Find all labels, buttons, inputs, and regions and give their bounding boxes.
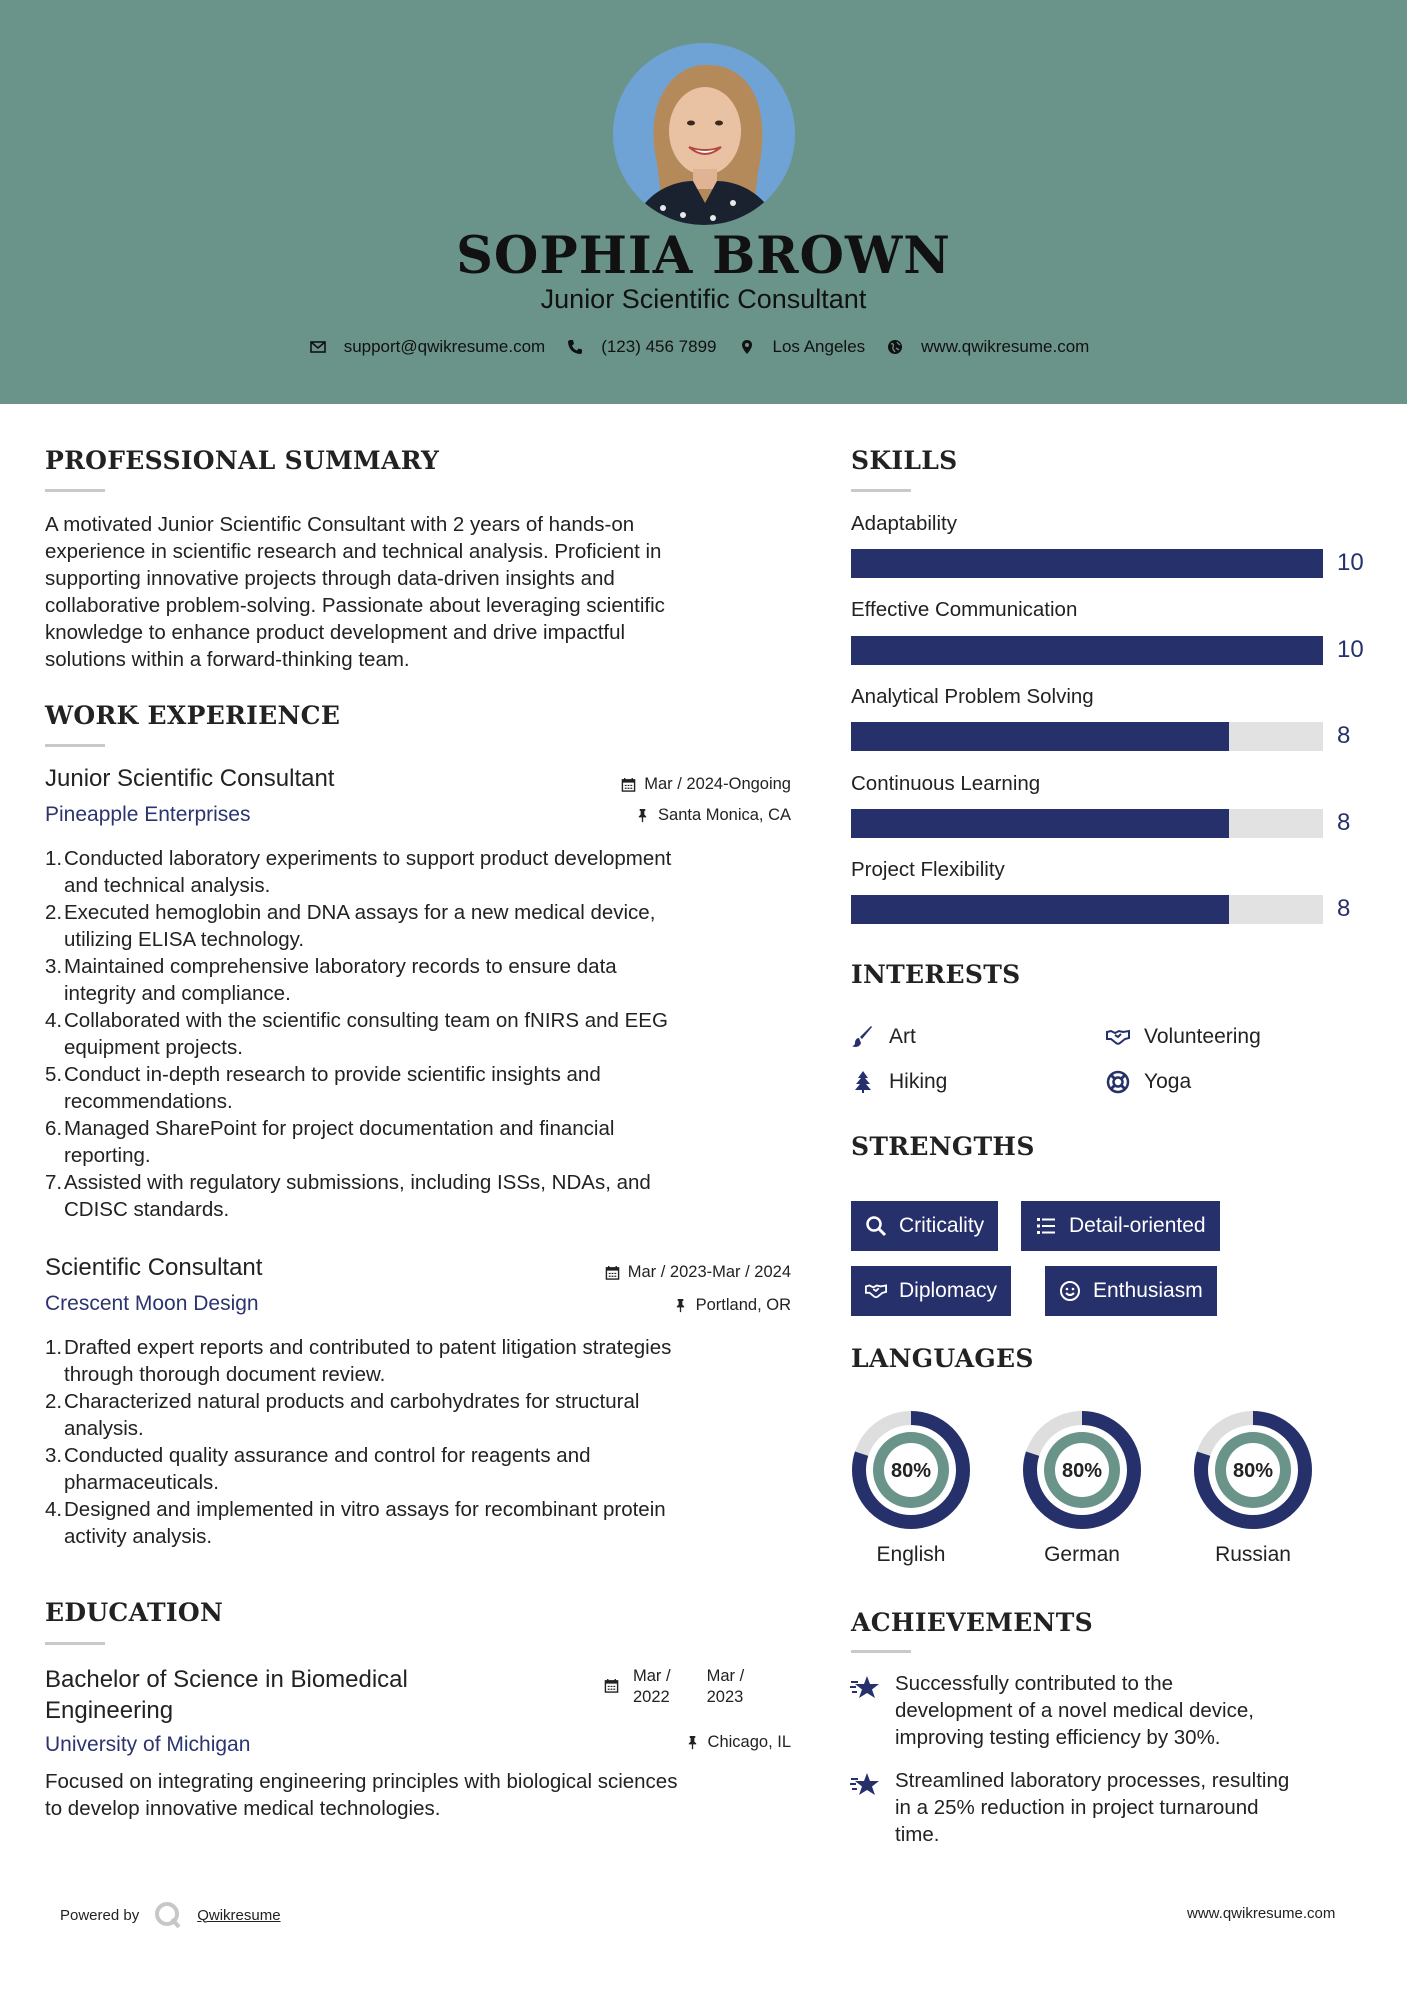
star-badge-icon (849, 1672, 881, 1704)
tree-icon (851, 1070, 875, 1094)
skill-bar (851, 895, 1323, 924)
smile-icon (1059, 1280, 1081, 1302)
pushpin-icon (673, 1298, 688, 1313)
search-icon (865, 1215, 887, 1237)
language-name: German (1044, 1543, 1120, 1566)
summary-line: supporting innovative projects through data-driven insights and (45, 567, 615, 590)
strength-tag (851, 1266, 1011, 1316)
language-english (850, 1409, 972, 1567)
candidate-title: Junior Scientific Consultant (540, 284, 867, 314)
strength-label: Diplomacy (899, 1279, 998, 1302)
calendar-icon (604, 1678, 619, 1693)
list-icon (1035, 1215, 1057, 1237)
footer-url[interactable]: www.qwikresume.com (1187, 1905, 1336, 1922)
achievement-item (849, 1670, 1369, 1751)
achievements-heading: ACHIEVEMENTS (851, 1608, 1093, 1637)
life-ring-icon (1106, 1070, 1130, 1094)
language-percent-label: 80% (1232, 1460, 1274, 1482)
summary-heading: PROFESSIONAL SUMMARY (45, 446, 440, 475)
list-item: 2. Executed hemoglobin and DNA assays for a new medical device, utilizing ELISA technology. (45, 901, 656, 951)
skill-name: Adaptability (851, 512, 957, 535)
interest-hiking (851, 1070, 947, 1094)
school-name: University of Michigan (45, 1733, 251, 1756)
interest-volunteering (1106, 1025, 1261, 1049)
language-german (1021, 1409, 1143, 1567)
skill-value: 10 (1337, 636, 1364, 663)
strengths-heading: STRENGTHS (851, 1132, 1035, 1161)
job-company: Pineapple Enterprises (45, 803, 251, 826)
education-heading: EDUCATION (45, 1598, 224, 1627)
interest-art (851, 1025, 916, 1049)
job-title: Junior Scientific Consultant (45, 765, 335, 792)
education-dates (604, 1666, 744, 1708)
list-item: 1. Conducted laboratory experiments to support product development and technical analysis. (45, 847, 672, 897)
contact-email-text: support@qwikresume.com (343, 337, 546, 356)
experience-divider (45, 744, 105, 747)
contact-phone[interactable] (567, 337, 716, 357)
interests-heading: INTERESTS (851, 960, 1021, 989)
list-item: 3. Conducted quality assurance and control for reagents and pharmaceuticals. (45, 1444, 591, 1494)
handshake-icon (865, 1280, 887, 1302)
qwikresume-link[interactable]: Qwikresume (197, 1906, 281, 1924)
education-end: Mar / 2023 (706, 1667, 745, 1706)
skill-bar-fill (851, 636, 1323, 665)
achievement-text: Successfully contributed to the development of a novel medical device, improving testing efficiency by 30%. (895, 1672, 1254, 1749)
summary-line: experience in scientific research and technical analysis. Proficient in (45, 540, 662, 563)
handshake-icon (1106, 1025, 1130, 1049)
map-marker-icon (739, 339, 755, 355)
summary-divider (45, 489, 105, 492)
skill-value: 8 (1337, 722, 1351, 749)
strength-tag (1045, 1266, 1217, 1316)
calendar-icon (621, 777, 636, 792)
contact-email[interactable] (310, 337, 546, 357)
education-location (500, 1733, 791, 1752)
candidate-name: SOPHIA BROWN (456, 226, 951, 286)
skill-bar (851, 722, 1323, 751)
job-location (500, 1296, 791, 1315)
summary-line: collaborative problem-solving. Passionate about leveraging scientific (45, 594, 665, 617)
list-item: 2. Characterized natural products and carbohydrates for structural analysis. (45, 1390, 640, 1440)
contact-location-text: Los Angeles (772, 337, 866, 356)
contact-location (739, 337, 866, 357)
pushpin-icon (685, 1735, 700, 1750)
summary-line: knowledge to enhance product development and drive impactful (45, 621, 626, 644)
skills-heading: SKILLS (851, 446, 958, 475)
powered-by-text: Powered by (60, 1906, 140, 1924)
achievement-item (849, 1767, 1369, 1848)
interest-label: Volunteering (1144, 1025, 1261, 1048)
list-item: 4. Collaborated with the scientific consulting team on fNIRS and EEG equipment projects. (45, 1009, 668, 1059)
list-item: 4. Designed and implemented in vitro assays for recombinant protein activity analysis. (45, 1498, 666, 1548)
skill-bar-fill (851, 809, 1229, 838)
resume-header (0, 0, 1407, 404)
achievements-divider (851, 1650, 911, 1653)
language-ring (1192, 1409, 1314, 1531)
job-dates-text: Mar / 2024-Ongoing (644, 775, 791, 793)
pushpin-icon (635, 808, 650, 823)
skill-bar (851, 636, 1323, 665)
skills-divider (851, 489, 911, 492)
languages-heading: LANGUAGES (851, 1344, 1034, 1373)
star-badge-icon (849, 1769, 881, 1801)
list-item: 5. Conduct in-depth research to provide scientific insights and recommendations. (45, 1063, 601, 1113)
language-name: Russian (1215, 1543, 1291, 1566)
list-item: 3. Maintained comprehensive laboratory records to ensure data integrity and compliance. (45, 955, 617, 1005)
strength-label: Detail-oriented (1069, 1214, 1206, 1237)
skill-value: 8 (1337, 809, 1351, 836)
profile-photo (613, 43, 795, 225)
strength-label: Enthusiasm (1093, 1279, 1203, 1302)
list-item: 6. Managed SharePoint for project documentation and financial reporting. (45, 1117, 615, 1167)
job-dates (500, 1263, 791, 1282)
job-duties-list (45, 1334, 795, 1550)
job-location-text: Santa Monica, CA (658, 806, 791, 824)
degree-title: Bachelor of Science in Biomedical Engineering (45, 1666, 408, 1724)
strength-tag (851, 1201, 998, 1251)
globe-icon (887, 339, 903, 355)
summary-line: solutions within a forward-thinking team. (45, 648, 410, 671)
education-description: Focused on integrating engineering principles with biological sciences to develop innovative medical technologies. (45, 1770, 678, 1820)
paintbrush-icon (851, 1025, 875, 1049)
qwikresume-logo-icon (153, 1900, 183, 1930)
interest-label: Hiking (889, 1070, 948, 1093)
skill-name: Project Flexibility (851, 858, 1005, 881)
strength-tag (1021, 1201, 1220, 1251)
contact-website-text: www.qwikresume.com (921, 337, 1090, 356)
interest-yoga (1106, 1070, 1191, 1094)
language-name: English (876, 1543, 946, 1566)
job-dates-text: Mar / 2023-Mar / 2024 (627, 1263, 791, 1281)
footer-powered-by (60, 1900, 281, 1930)
language-russian (1192, 1409, 1314, 1567)
job-dates (500, 775, 791, 794)
skill-name: Analytical Problem Solving (851, 685, 1094, 708)
job-company: Crescent Moon Design (45, 1292, 259, 1315)
skill-bar-fill (851, 895, 1229, 924)
skill-bar (851, 549, 1323, 578)
contact-website[interactable] (887, 337, 1089, 357)
summary-text (45, 511, 785, 673)
job-location-text: Portland, OR (695, 1296, 791, 1314)
language-percent-label: 80% (1061, 1460, 1103, 1482)
job-duties-list (45, 845, 795, 1223)
education-divider (45, 1642, 105, 1645)
language-ring (850, 1409, 972, 1531)
skill-value: 10 (1337, 549, 1364, 576)
job-title: Scientific Consultant (45, 1254, 263, 1281)
skill-bar-fill (851, 722, 1229, 751)
list-item: 1. Drafted expert reports and contributed to patent litigation strategies through thorough document review. (45, 1336, 672, 1386)
contact-bar (0, 337, 1407, 357)
skill-name: Continuous Learning (851, 772, 1041, 795)
interest-label: Art (889, 1025, 916, 1048)
skill-value: 8 (1337, 895, 1351, 922)
education-start: Mar / 2022 (633, 1667, 671, 1706)
experience-heading: WORK EXPERIENCE (45, 701, 341, 730)
skill-bar-fill (851, 549, 1323, 578)
envelope-icon (310, 339, 326, 355)
language-percent-label: 80% (890, 1460, 932, 1482)
education-location-text: Chicago, IL (707, 1733, 791, 1751)
list-item: 7. Assisted with regulatory submissions, including ISSs, NDAs, and CDISC standards. (45, 1171, 651, 1221)
achievement-text: Streamlined laboratory processes, resulting in a 25% reduction in project turnaround time. (895, 1769, 1290, 1846)
job-location (500, 806, 791, 825)
phone-icon (567, 339, 583, 355)
contact-phone-text: (123) 456 7899 (601, 337, 717, 356)
calendar-icon (605, 1265, 620, 1280)
interest-label: Yoga (1144, 1070, 1192, 1093)
skill-name: Effective Communication (851, 598, 1078, 621)
summary-line: A motivated Junior Scientific Consultant with 2 years of hands-on (45, 513, 635, 536)
strength-label: Criticality (899, 1214, 985, 1237)
skill-bar (851, 809, 1323, 838)
language-ring (1021, 1409, 1143, 1531)
